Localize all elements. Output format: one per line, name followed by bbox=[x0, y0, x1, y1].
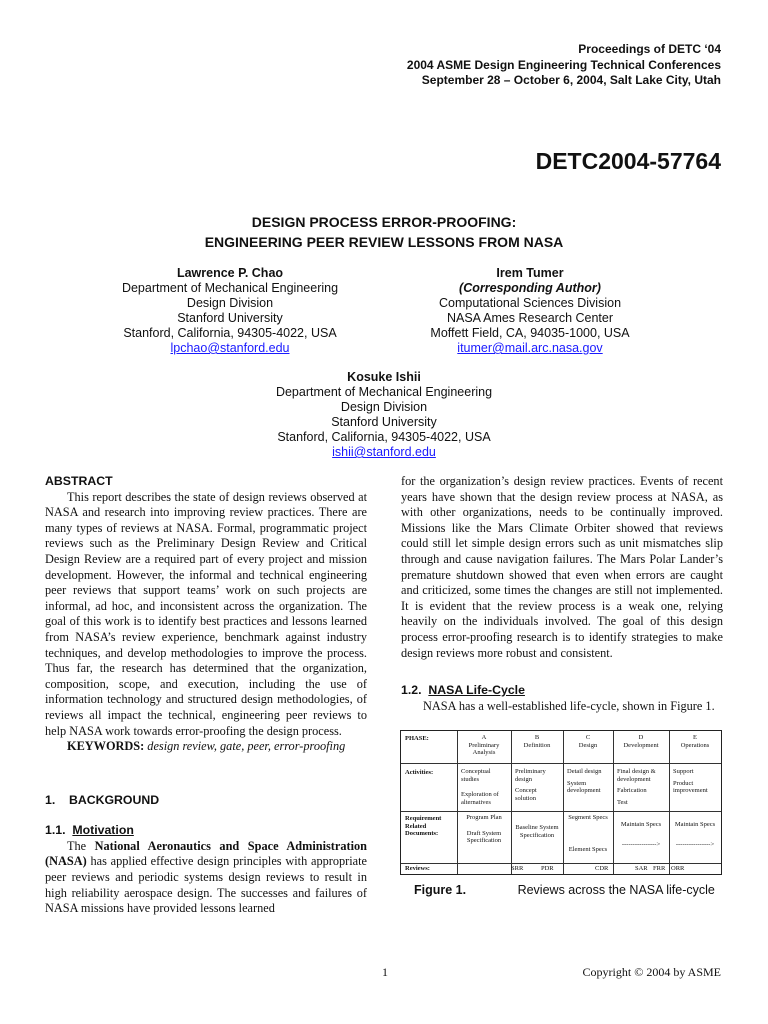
author-dept: Computational Sciences Division bbox=[438, 296, 622, 310]
activities-a bbox=[461, 768, 507, 806]
phase-letter: E bbox=[693, 734, 697, 741]
review-srr: SRR bbox=[511, 865, 524, 872]
figure-label: Figure 1. bbox=[414, 883, 467, 897]
author-address: Stanford, California, 94305-4022, USA bbox=[123, 326, 337, 340]
title-line-2: ENGINEERING PEER REVIEW LESSONS FROM NASA bbox=[204, 234, 564, 250]
author-block-tumer bbox=[400, 266, 660, 356]
motivation-text bbox=[45, 839, 367, 917]
author-division: Design Division bbox=[186, 296, 274, 310]
activities-b bbox=[515, 768, 559, 802]
phase-letter: B bbox=[534, 734, 540, 741]
review-orr: ORR bbox=[671, 865, 685, 872]
phase-b bbox=[511, 734, 563, 749]
phase-e bbox=[669, 734, 721, 749]
title-line-1: DESIGN PROCESS ERROR-PROOFING: bbox=[251, 214, 517, 230]
proceedings-header bbox=[407, 42, 721, 89]
label-documents bbox=[405, 815, 441, 838]
author-email-link[interactable]: ishii@stanford.edu bbox=[332, 445, 436, 459]
paper-title bbox=[0, 212, 768, 252]
activity-item: Product improvement bbox=[673, 779, 708, 794]
col-divider bbox=[511, 731, 512, 874]
right-column bbox=[401, 474, 723, 714]
author-name: Kosuke Ishii bbox=[347, 370, 421, 384]
activity-item: Conceptual studies bbox=[461, 768, 491, 783]
section-number: 1. bbox=[45, 792, 56, 807]
nasa-name: National Aeronautics and Space Administration (NASA) bbox=[45, 838, 367, 869]
document-item: Maintain Specs bbox=[674, 821, 716, 828]
abstract-text: This report describes the state of design reviews observed at NASA and research into improving review practices. There are many types of reviews at NASA. Formal, programmatic project reviews such as the Preliminary Design Review and Critical Design Review are a required part of every project and mission development. However, the informal and technical engineering peer reviews that support teams’ work on such projects are informal, ad hoc, and inconsistent across the organization. The goal of this work is to identify best practices and lessons learned from NASA’s review experience, benchmark against industry techniques, and develop methodologies to improve the process. Thus far, the research has determined that the organization, composition, scope, and execution, including the use of information technology and structured design methodologies, of reviews all impact the technical, engineering peer reviews to help NASA work towards error-proofing the design process. bbox=[45, 489, 367, 738]
documents-c bbox=[565, 814, 611, 853]
paper-id: DETC2004-57764 bbox=[535, 148, 721, 174]
subsection-number: 1.2. bbox=[401, 683, 422, 698]
phase-letter: C bbox=[585, 734, 591, 741]
documents-d bbox=[615, 821, 667, 848]
subsection-title: NASA Life-Cycle bbox=[428, 683, 525, 698]
document-item: Element Specs bbox=[568, 845, 608, 853]
review-sar: SAR bbox=[635, 865, 648, 872]
phase-name: Definition bbox=[523, 741, 551, 749]
activities-c bbox=[567, 768, 611, 795]
activity-item: System development bbox=[567, 779, 601, 794]
phase-name: Preliminary Analysis bbox=[468, 741, 500, 756]
phase-d bbox=[613, 734, 669, 749]
section-heading-background bbox=[45, 793, 367, 809]
author-email-link[interactable]: itumer@mail.arc.nasa.gov bbox=[457, 341, 603, 355]
phase-name: Development bbox=[623, 741, 659, 749]
author-org: NASA Ames Research Center bbox=[446, 311, 614, 325]
subsection-heading-lifecycle bbox=[401, 683, 723, 699]
phase-name: Design bbox=[578, 741, 598, 749]
author-university: Stanford University bbox=[331, 415, 437, 429]
row-divider bbox=[401, 811, 721, 812]
activity-item: Concept solution bbox=[515, 787, 537, 802]
label-req-3: Documents: bbox=[405, 830, 439, 837]
right-column-paragraph: for the organization’s design review practices. Events of recent years have shown that the design review process at NASA, as with other organizations, needs to be continually improved. Missions like the Mars Climate Orbiter showed that reviews could still let simple design errors such as unit mismatches slip through and cause navigation failures. The Mars Polar Lander’s premature shutdown showed that even when errors are caught and criticized, some times the changes are still not implemented. It is evident that the review process is a weak one, relying heavily on the individuals involved. The goal of this design process error-proofing research is to identify strategies to make design reviews more robust and consistent. bbox=[401, 474, 723, 660]
row-divider bbox=[401, 863, 721, 864]
keywords-label: KEYWORDS: bbox=[67, 739, 145, 754]
figure-lifecycle-table bbox=[400, 730, 722, 875]
col-divider bbox=[613, 731, 614, 874]
activity-item: Support bbox=[673, 768, 694, 775]
phase-name: Operations bbox=[680, 741, 710, 749]
phase-letter: D bbox=[638, 734, 644, 741]
document-item: Maintain Specs bbox=[620, 821, 662, 828]
activity-item: Preliminary design bbox=[515, 768, 546, 783]
copyright: Copyright © 2004 by ASME bbox=[582, 965, 721, 979]
lifecycle-text: NASA has a well-established life-cycle, shown in Figure 1. bbox=[423, 698, 715, 713]
keywords-text: design review, gate, peer, error-proofing bbox=[147, 739, 346, 754]
author-block-ishii bbox=[234, 370, 534, 460]
review-cdr: CDR bbox=[595, 865, 609, 872]
label-phase: PHASE: bbox=[405, 735, 429, 742]
figure-caption bbox=[414, 883, 715, 897]
author-block-chao bbox=[110, 266, 350, 356]
documents-a bbox=[461, 814, 507, 845]
activity-item: Test bbox=[617, 798, 628, 806]
left-column bbox=[45, 474, 367, 917]
motivation-lead: The bbox=[67, 838, 87, 853]
activity-item: Final design & development bbox=[617, 768, 656, 783]
subsection-number: 1.1. bbox=[45, 823, 66, 838]
author-university: Stanford University bbox=[177, 311, 283, 325]
review-pdr: PDR bbox=[541, 865, 554, 872]
figure-caption-text: Reviews across the NASA life-cycle bbox=[517, 883, 715, 897]
proceedings-line: Proceedings of DETC ‘04 bbox=[578, 42, 721, 56]
abstract-heading: ABSTRACT bbox=[45, 474, 113, 488]
document-item: Draft System Specification bbox=[466, 829, 502, 844]
arrow: ----------------> bbox=[675, 840, 715, 848]
author-address: Moffett Field, CA, 94035-1000, USA bbox=[430, 326, 630, 340]
activity-item: Exploration of alternatives bbox=[461, 791, 499, 806]
dates-line: September 28 – October 6, 2004, Salt Lake City, Utah bbox=[421, 73, 721, 87]
motivation-rest: has applied effective design principles with appropriate peer reviews and periodic systems design reviews to result in high reliability aerospace design. The successes and failures of NASA missions have provided lessons learned bbox=[45, 854, 368, 916]
author-name: Irem Tumer bbox=[496, 266, 564, 280]
page-number: 1 bbox=[382, 965, 388, 979]
document-item: Segment Specs bbox=[568, 814, 608, 821]
review-frr: FRR bbox=[653, 865, 666, 872]
arrow: ----------------> bbox=[621, 840, 661, 848]
activity-item: Fabrication bbox=[617, 787, 647, 794]
documents-e bbox=[671, 821, 719, 848]
author-email-link[interactable]: lpchao@stanford.edu bbox=[170, 341, 290, 355]
phase-c bbox=[563, 734, 613, 749]
author-name: Lawrence P. Chao bbox=[176, 266, 284, 280]
author-division: Design Division bbox=[340, 400, 428, 414]
author-role: (Corresponding Author) bbox=[459, 281, 601, 295]
document-item: Program Plan bbox=[466, 814, 502, 821]
activity-item: Detail design bbox=[567, 768, 602, 775]
conference-line: 2004 ASME Design Engineering Technical Conferences bbox=[406, 57, 721, 72]
phase-a bbox=[457, 734, 511, 757]
documents-b: Baseline System Specification bbox=[515, 824, 559, 839]
label-reviews: Reviews: bbox=[405, 865, 430, 872]
section-title: BACKGROUND bbox=[68, 792, 160, 807]
col-divider bbox=[669, 731, 670, 874]
subsection-title: Motivation bbox=[72, 823, 134, 838]
author-dept: Department of Mechanical Engineering bbox=[121, 281, 339, 295]
activities-e bbox=[673, 768, 719, 795]
label-activities: Activities: bbox=[405, 769, 434, 776]
col-divider bbox=[563, 731, 564, 874]
author-address: Stanford, California, 94305-4022, USA bbox=[277, 430, 491, 444]
phase-letter: A bbox=[481, 734, 487, 741]
activities-d bbox=[617, 768, 667, 806]
author-dept: Department of Mechanical Engineering bbox=[275, 385, 493, 399]
subsection-heading-motivation bbox=[45, 823, 367, 839]
row-divider bbox=[401, 763, 721, 764]
keywords-line bbox=[45, 739, 367, 755]
label-req-1: Requirement bbox=[405, 815, 442, 822]
label-req-2: Related bbox=[405, 822, 427, 830]
